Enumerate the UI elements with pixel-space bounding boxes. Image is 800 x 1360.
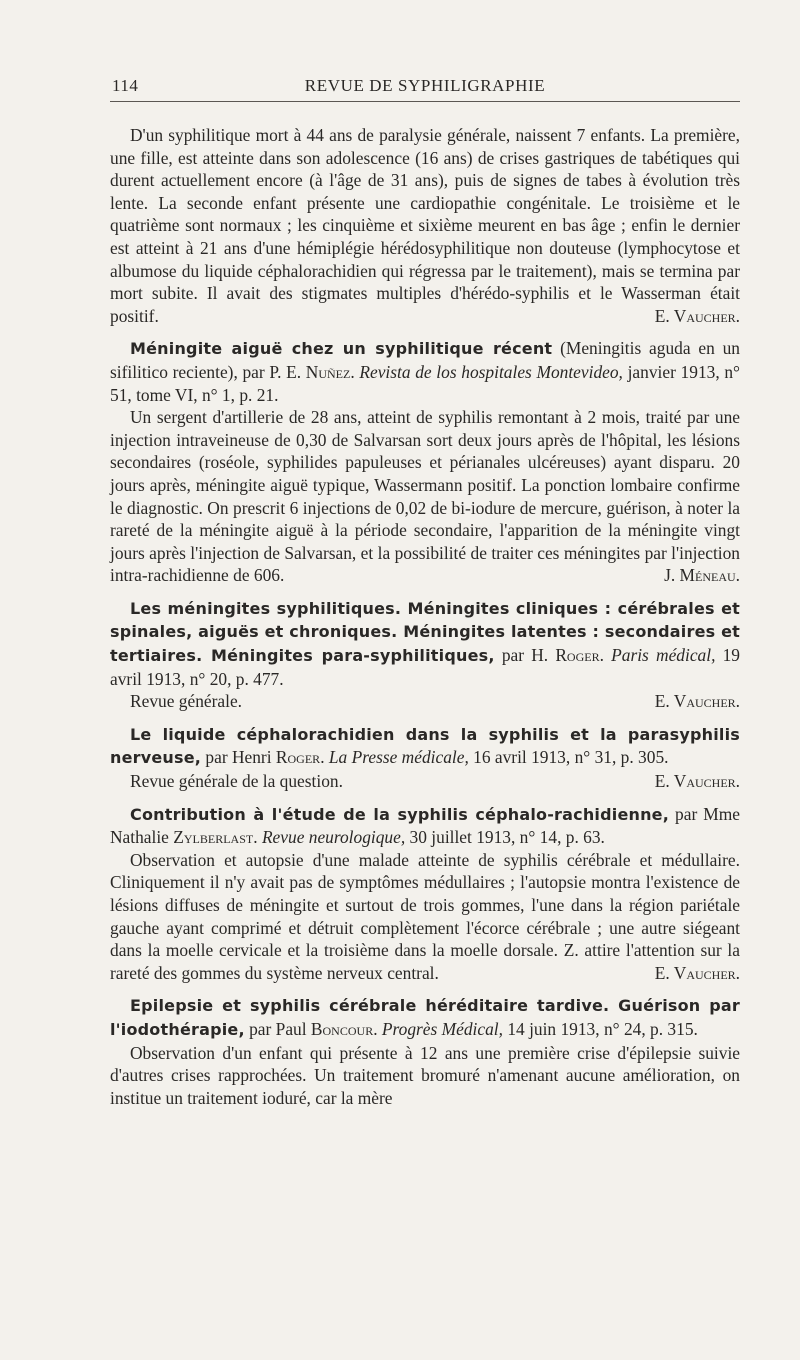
entry-author: Roger [555,645,600,666]
entry-author: Nuñez [305,361,351,382]
page-header [110,70,740,102]
entry-body: D'un syphilitique mort à 44 ans de paralysie générale, naissent 7 enfants. La première, une fille, est atteinte dans son adolescence (16 ans) de crises gastriques de tabétiques qui durent actuellement encore (à l'âge de 31 ans), puis de signes de tabes à évolution très lente. La seconde enfant présente une cardiopathie congénitale. Le troisième et le quatrième sont normaux ; les cinquième et sixième meurent en bas âge ; enfin le dernier est atteint à 21 ans d'une hémiplégie hérédosyphilitique non douteuse (lymphocytose et albumose du liquide céphalorachidien qui régressa par le traitement), mais se termina par mort subite. Il avait des stigmates multiples d'hérédo-syphilis et le Wasserman était positif. E. Vaucher. [110,125,740,326]
abstract-entry [110,597,740,713]
entry-body-row [110,770,740,793]
entry-journal: Revue neurologique, [261,827,406,848]
abstract-entry [110,803,740,985]
abstract-entry [110,994,740,1109]
entry-title: Contribution à l'étude de la syphilis céphalo-rachidienne, [130,804,670,824]
entry-journal: Progrès Médical, [381,1018,503,1039]
entry-body: Observation d'un enfant qui présente à 12 ans une première crise d'épilepsie suivie d'autres crises rapprochées. Un traitement bromuré n'amenant aucune amélioration, on institue un traitement ioduré, car la mère [110,1042,740,1108]
entry-title: Méningite aiguë chez un syphilitique récent [130,339,553,359]
entry-continuation [110,124,740,327]
entry-heading: Contribution à l'étude de la syphilis céphalo-rachidienne, par Mme Nathalie Zylberlast. Revue neurologique, 30 juillet 1913, n° 14, p. 63. [110,803,740,848]
entry-author: Boncour [310,1018,374,1039]
entry-signature: E. Vaucher. [654,691,740,712]
abstract-entry [110,337,740,587]
entry-signature: J. Méneau. [664,565,740,586]
entry-signature: E. Vaucher. [654,962,740,983]
entry-journal: Revista de los hospitales Montevideo, [359,361,623,382]
entry-author: Zylberlast [173,827,254,848]
header-rule [110,101,740,102]
page-content [110,124,740,1109]
entry-signature: E. Vaucher. [654,305,740,326]
entry-body-row [110,690,740,713]
entry-signature: E. Vaucher. [654,771,740,792]
entry-body: Revue générale. [130,691,243,712]
entry-heading: Méningite aiguë chez un syphilitique récent (Meningitis aguda en un sifilitico reciente), par P. E. Nuñez. Revista de los hospitales Montevideo, janvier 1913, n° 51, tome VI, n° 1, p. 21. [110,338,741,405]
entry-reference: (Meningitis aguda en un sifilitico reciente), par P. E. [110,338,741,382]
entry-author: Roger [275,747,321,768]
running-title: REVUE DE SYPHILIGRAPHIE [304,76,546,95]
abstract-entry [110,723,740,793]
entry-body: Revue générale de la question. [130,771,343,792]
entry-heading: Les méningites syphilitiques. Méningites cliniques : cérébrales et spinales, aiguës et chroniques. Méningites latentes : secondaires et tertiaires. Méningites para-syphilitiques, par H. Roger. Paris médical, 19 avril 1913, n° 20, p. 477. [110,598,741,689]
entry-journal: La Presse médicale, [328,747,469,768]
entry-heading: Epilepsie et syphilis cérébrale héréditaire tardive. Guérison par l'iodothérapie, par Paul Boncour. Progrès Médical, 14 juin 1913, n° 24, p. 315. [110,996,740,1039]
entry-title: Les méningites syphilitiques. Méningites cliniques : cérébrales et spinales, aiguës et chroniques. Méningites latentes : secondaires et tertiaires. Méningites para-syphilitiques, [110,598,741,666]
entry-title: Epilepsie et syphilis cérébrale héréditaire tardive. Guérison par l'iodothérapie, [110,996,740,1039]
page-number: 114 [112,76,139,95]
entry-title: Le liquide céphalorachidien dans la syphilis et la parasyphilis nerveuse, [110,724,740,768]
entry-body: Observation et autopsie d'une malade atteinte de syphilis cérébrale et médullaire. Cliniquement il n'y avait pas de symptômes médullaires ; l'autopsie montra l'existence de lésions diffuses de méningite et surtout de trois gommes, l'une dans la région pariétale gauche ayant comprimé et détruit complètement l'écorce cérébrale ; une autre siégeant dans la moelle cervicale et la troisième dans la moelle dorsale. Z. attire l'attention sur la rareté des gommes du système nerveux central. E. Vaucher. [110,849,740,983]
entry-body: Un sergent d'artillerie de 28 ans, atteint de syphilis remontant à 2 mois, traité par une injection intraveineuse de 0,30 de Salvarsan sort deux jours après de l'hôpital, les lésions secondaires (roséole, syphilides papuleuses et périanales ulcéreuses) ayant disparu. 20 jours après, méningite aiguë typique, Wassermann positif. La ponction lombaire confirme le diagnostic. On prescrit 6 injections de 0,02 de bi-iodure de mercure, guérison, à noter la rareté de la méningite aiguë à la période secondaire, l'apparition de la méningite vingt jours après l'injection de Salvarsan, et la possibilité de traiter ces méningites par l'injection intra-rachidienne de 606. J. Méneau. [110,407,740,586]
entry-journal: Paris médical, [611,645,716,666]
entry-heading: Le liquide céphalorachidien dans la syphilis et la parasyphilis nerveuse, par Henri Roger. La Presse médicale, 16 avril 1913, n° 31, p. 305. [110,724,740,768]
